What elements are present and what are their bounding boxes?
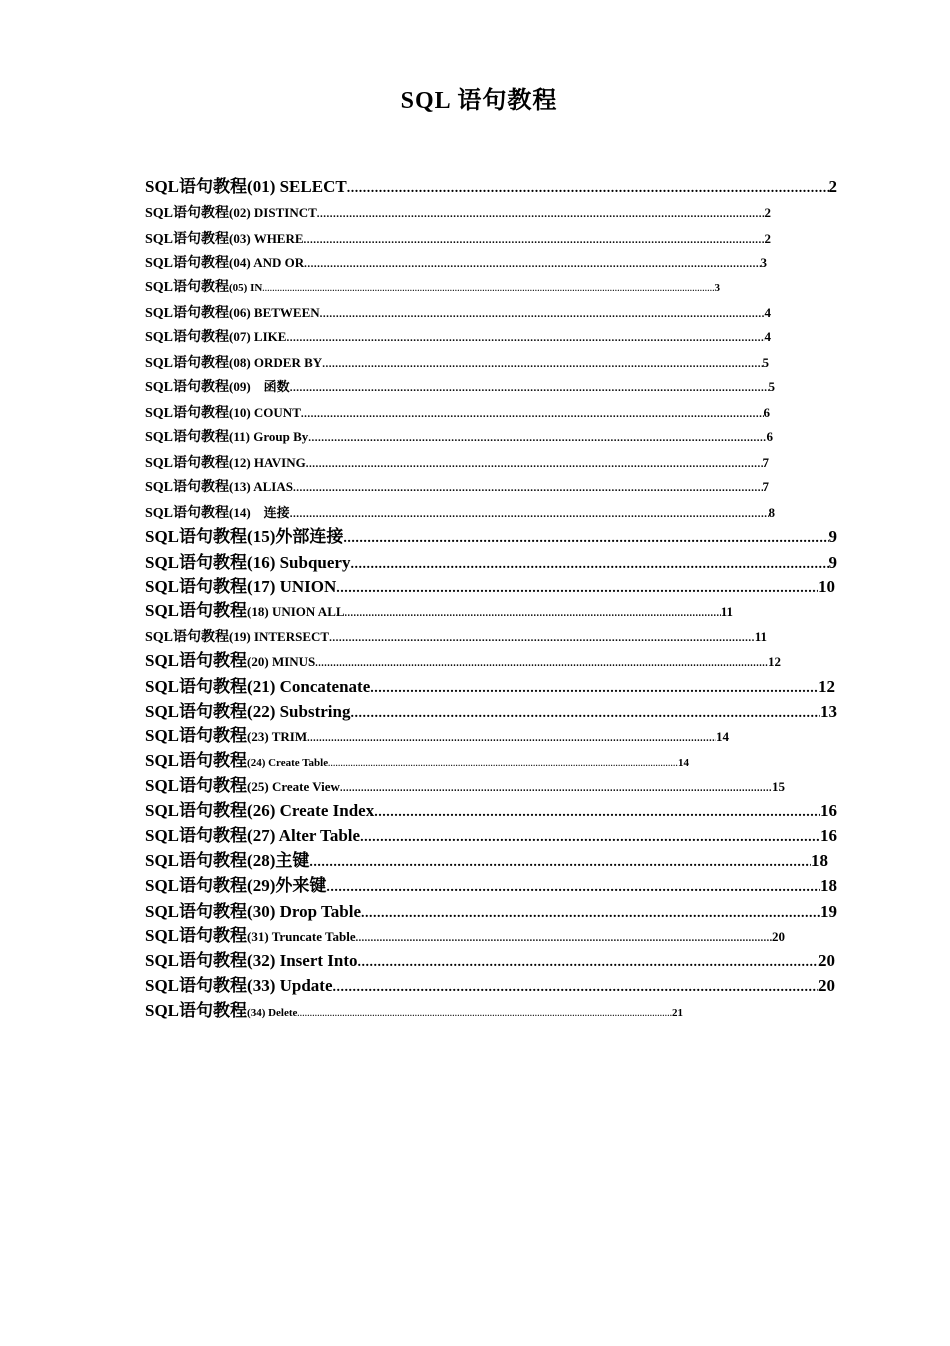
leader-dots <box>345 608 721 619</box>
toc-entry-19[interactable] <box>145 626 767 646</box>
leader-dots <box>347 181 829 197</box>
leader-dots <box>326 880 820 896</box>
toc-prefix: SQL语句教程 <box>145 826 248 845</box>
toc-prefix: SQL语句教程 <box>145 527 248 546</box>
leader-dots <box>308 432 766 444</box>
toc-label: (11) Group By <box>229 429 309 444</box>
toc-entry-16[interactable] <box>145 548 837 573</box>
toc-prefix: SQL语句教程 <box>145 702 248 721</box>
toc-page-number: 13 <box>820 702 837 721</box>
toc-page-number: 21 <box>672 1007 683 1019</box>
toc-page-number: 3 <box>714 282 720 294</box>
toc-prefix: SQL语句教程 <box>145 677 248 696</box>
toc-label: (18) UNION ALL <box>247 604 345 619</box>
toc-label: (15)外部连接 <box>247 527 344 546</box>
toc-entry-14[interactable] <box>145 502 775 522</box>
toc-page-number: 6 <box>763 405 770 420</box>
leader-dots <box>315 658 768 669</box>
toc-page-number: 6 <box>766 429 773 444</box>
toc-entry-05[interactable] <box>145 276 720 296</box>
toc-entry-18[interactable] <box>145 596 733 621</box>
toc-entry-23[interactable] <box>145 721 729 746</box>
toc-label: (27) Alter Table <box>247 826 361 845</box>
leader-dots <box>374 805 820 821</box>
toc-prefix: SQL语句教程 <box>145 651 248 670</box>
toc-page-number: 8 <box>768 505 775 520</box>
toc-prefix: SQL语句教程 <box>145 577 248 596</box>
toc-prefix: SQL语句教程 <box>145 380 230 395</box>
toc-page-number: 15 <box>772 779 785 794</box>
toc-page-number: 4 <box>764 305 771 320</box>
toc-entry-06[interactable] <box>145 302 771 322</box>
toc-entry-13[interactable] <box>145 476 769 496</box>
toc-page-number: 11 <box>754 629 767 644</box>
toc-entry-15[interactable] <box>145 522 837 547</box>
toc-page-number: 11 <box>720 604 733 619</box>
toc-page-number: 10 <box>818 577 835 596</box>
toc-prefix: SQL语句教程 <box>145 902 248 921</box>
toc-label: (02) DISTINCT <box>229 205 317 220</box>
toc-prefix: SQL语句教程 <box>145 926 248 945</box>
toc-entry-27[interactable] <box>145 821 837 846</box>
toc-prefix: SQL语句教程 <box>145 726 248 745</box>
leader-dots <box>322 358 762 370</box>
leader-dots <box>306 458 763 470</box>
toc-page-number: 18 <box>820 876 837 895</box>
toc-label: (34) Delete <box>247 1007 298 1019</box>
toc-entry-07[interactable] <box>145 326 771 346</box>
toc-prefix: SQL语句教程 <box>145 776 248 795</box>
toc-page-number: 3 <box>760 255 767 270</box>
toc-label: (29)外来键 <box>247 876 327 895</box>
leader-dots <box>290 382 769 394</box>
toc-prefix: SQL语句教程 <box>145 601 248 620</box>
toc-page-number: 2 <box>764 205 771 220</box>
toc-label: (01) SELECT <box>247 177 347 196</box>
toc-entry-11[interactable] <box>145 426 773 446</box>
toc-page-number: 14 <box>678 757 689 769</box>
leader-dots <box>293 482 763 494</box>
toc-page-number: 12 <box>768 654 781 669</box>
toc-prefix: SQL语句教程 <box>145 206 230 221</box>
toc-label: (19) INTERSECT <box>229 629 330 644</box>
leader-dots <box>301 408 764 420</box>
toc-entry-12[interactable] <box>145 452 769 472</box>
toc-entry-21[interactable] <box>145 672 835 697</box>
toc-entry-24[interactable] <box>145 746 689 771</box>
toc-label: (20) MINUS <box>247 654 316 669</box>
toc-label: (09) 函数 <box>229 379 290 394</box>
toc-page-number: 16 <box>820 826 837 845</box>
leader-dots <box>360 830 820 846</box>
toc-label: (07) LIKE <box>229 329 287 344</box>
toc-prefix: SQL语句教程 <box>145 506 230 521</box>
leader-dots <box>329 632 755 644</box>
toc-entry-34[interactable] <box>145 996 683 1021</box>
toc-prefix: SQL语句教程 <box>145 356 230 371</box>
toc-entry-25[interactable] <box>145 771 785 796</box>
leader-dots <box>340 783 772 794</box>
toc-label: (10) COUNT <box>229 405 301 420</box>
toc-label: (31) Truncate Table <box>247 929 356 944</box>
toc-prefix: SQL语句教程 <box>145 480 230 495</box>
toc-label: (30) Drop Table <box>247 902 362 921</box>
toc-entry-22[interactable] <box>145 697 837 722</box>
toc-entry-20[interactable] <box>145 646 781 671</box>
leader-dots <box>333 980 819 996</box>
leader-dots <box>350 557 828 573</box>
toc-label: (17) UNION <box>247 577 337 596</box>
toc-page-number: 20 <box>818 951 835 970</box>
toc-prefix: SQL语句教程 <box>145 177 248 196</box>
leader-dots <box>286 332 764 344</box>
leader-dots <box>350 706 820 722</box>
toc-prefix: SQL语句教程 <box>145 851 248 870</box>
toc-label: (24) Create Table <box>247 757 329 769</box>
page-title: SQL 语句教程 <box>400 88 558 114</box>
toc-page-number: 9 <box>828 527 837 546</box>
toc-prefix: SQL语句教程 <box>145 876 248 895</box>
leader-dots <box>320 308 765 320</box>
toc-prefix: SQL语句教程 <box>145 430 230 445</box>
toc-prefix: SQL语句教程 <box>145 553 248 572</box>
leader-dots <box>262 284 714 293</box>
leader-dots <box>307 733 716 744</box>
toc-prefix: SQL语句教程 <box>145 751 248 770</box>
leader-dots <box>361 906 820 922</box>
toc-page-number: 7 <box>762 455 769 470</box>
toc-page-number: 18 <box>811 851 828 870</box>
toc-entry-10[interactable] <box>145 402 770 422</box>
leader-dots <box>317 208 765 220</box>
toc-entry-09[interactable] <box>145 376 775 396</box>
toc-label: (06) BETWEEN <box>229 305 320 320</box>
leader-dots <box>336 581 818 597</box>
toc-page-number: 7 <box>762 479 769 494</box>
toc-entry-17[interactable] <box>145 572 835 597</box>
toc-label: (22) Substring <box>247 702 351 721</box>
toc-entry-03[interactable] <box>145 228 771 248</box>
toc-page-number: 5 <box>768 379 775 394</box>
toc-entry-04[interactable] <box>145 252 767 272</box>
toc-prefix: SQL语句教程 <box>145 330 230 345</box>
toc-label: (13) ALIAS <box>229 479 293 494</box>
toc-prefix: SQL语句教程 <box>145 456 230 471</box>
toc-page-number: 4 <box>764 329 771 344</box>
toc-prefix: SQL语句教程 <box>145 1001 248 1020</box>
toc-label: (04) AND OR <box>229 255 305 270</box>
toc-prefix: SQL语句教程 <box>145 232 230 247</box>
toc-page-number: 14 <box>716 729 729 744</box>
leader-dots <box>290 508 769 520</box>
toc-label: (05) IN <box>229 282 263 294</box>
toc-label: (12) HAVING <box>229 455 306 470</box>
toc-entry-28[interactable] <box>145 846 828 871</box>
leader-dots <box>358 955 818 971</box>
leader-dots <box>370 681 818 697</box>
toc-label: (25) Create View <box>247 779 340 794</box>
leader-dots <box>343 531 828 547</box>
toc-label: (33) Update <box>247 976 333 995</box>
leader-dots <box>309 855 811 871</box>
toc-label: (21) Concatenate <box>247 677 371 696</box>
toc-prefix: SQL语句教程 <box>145 280 230 295</box>
toc-label: (23) TRIM <box>247 729 308 744</box>
toc-page-number: 2 <box>828 177 837 196</box>
toc-label: (28)主键 <box>247 851 310 870</box>
toc-label: (08) ORDER BY <box>229 355 323 370</box>
toc-entry-32[interactable] <box>145 946 835 971</box>
toc-prefix: SQL语句教程 <box>145 630 230 645</box>
toc-entry-01[interactable] <box>145 172 837 197</box>
toc-prefix: SQL语句教程 <box>145 256 230 271</box>
toc-entry-29[interactable] <box>145 871 837 896</box>
toc-entry-33[interactable] <box>145 971 835 996</box>
leader-dots <box>356 933 772 944</box>
toc-label: (14) 连接 <box>229 505 290 520</box>
toc-page-number: 20 <box>772 929 785 944</box>
toc-entry-30[interactable] <box>145 897 837 922</box>
leader-dots <box>304 258 760 270</box>
toc-prefix: SQL语句教程 <box>145 976 248 995</box>
leader-dots <box>304 234 765 246</box>
toc-entry-31[interactable] <box>145 921 785 946</box>
toc-entry-26[interactable] <box>145 796 837 821</box>
toc-prefix: SQL语句教程 <box>145 951 248 970</box>
toc-page-number: 9 <box>828 553 837 572</box>
toc-label: (26) Create Index <box>247 801 375 820</box>
toc-prefix: SQL语句教程 <box>145 406 230 421</box>
toc-prefix: SQL语句教程 <box>145 306 230 321</box>
toc-label: (32) Insert Into <box>247 951 358 970</box>
toc-page-number: 19 <box>820 902 837 921</box>
toc-page-number: 12 <box>818 677 835 696</box>
toc-page-number: 2 <box>764 231 771 246</box>
toc-entry-02[interactable] <box>145 202 771 222</box>
leader-dots <box>328 759 678 768</box>
toc-entry-08[interactable] <box>145 352 769 372</box>
toc-label: (16) Subquery <box>247 553 351 572</box>
leader-dots <box>297 1009 672 1018</box>
toc-page-number: 16 <box>820 801 837 820</box>
toc-label: (03) WHERE <box>229 231 304 246</box>
toc-prefix: SQL语句教程 <box>145 801 248 820</box>
toc-page-number: 5 <box>762 355 769 370</box>
toc-page-number: 20 <box>818 976 835 995</box>
